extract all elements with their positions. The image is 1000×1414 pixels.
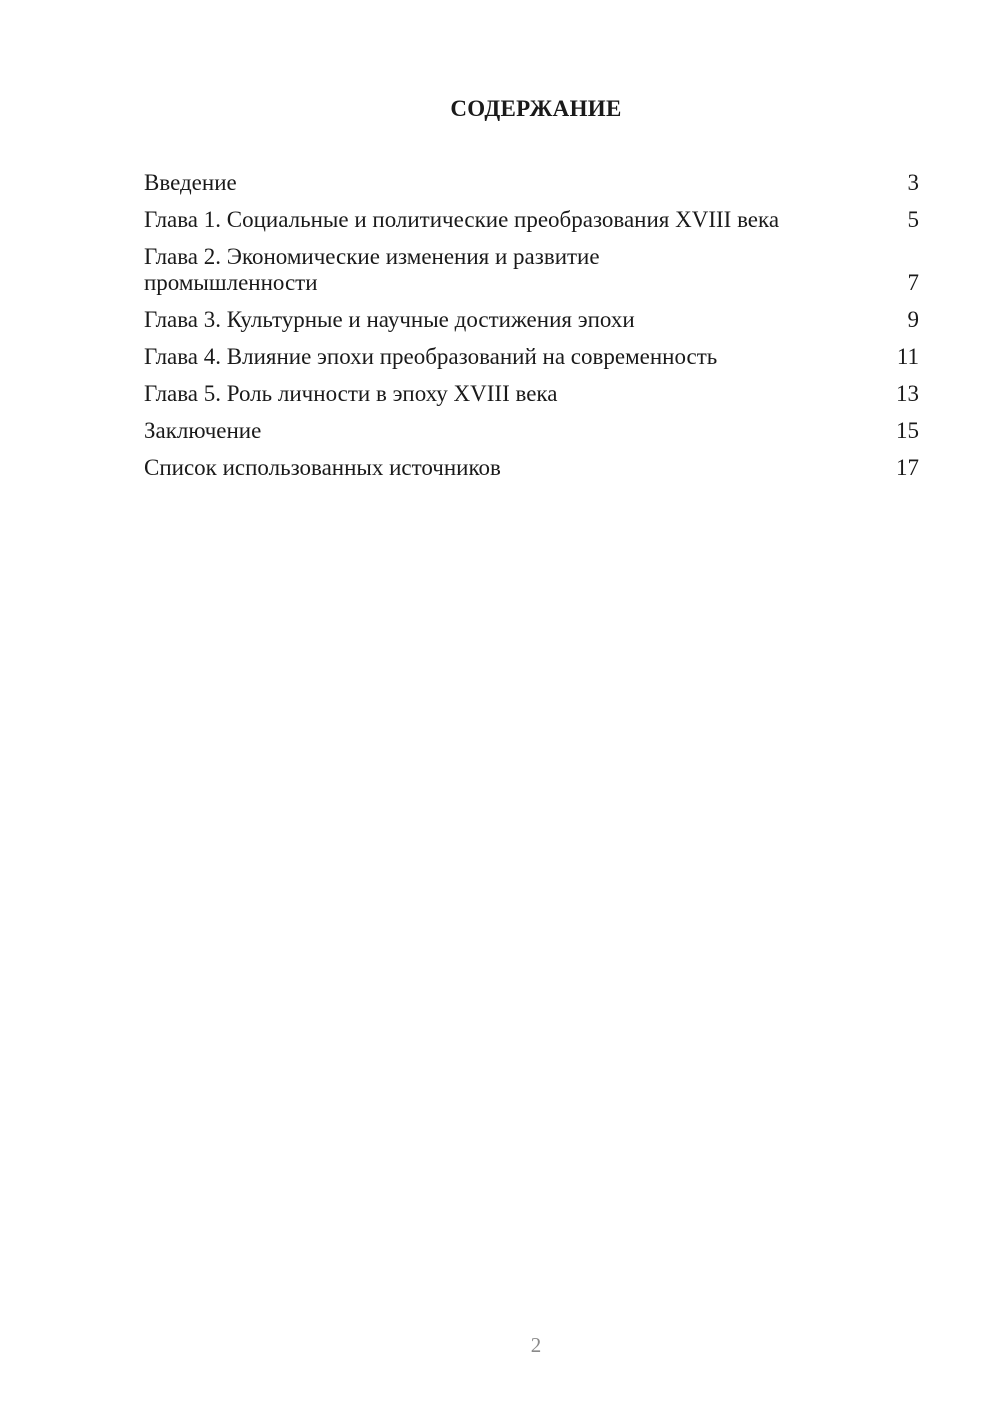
toc-entry-chapter-2 bbox=[144, 244, 919, 296]
toc-entry-label: Глава 3. Культурные и научные достижения эпохи bbox=[144, 307, 635, 332]
toc-entry-chapter-3 bbox=[144, 307, 919, 333]
toc-entry-page: 3 bbox=[907, 170, 919, 195]
toc-entry-page: 7 bbox=[907, 270, 919, 295]
toc-entry-label: Введение bbox=[144, 170, 237, 195]
toc-entry-label: Заключение bbox=[144, 418, 262, 443]
toc-entry-label: Глава 1. Социальные и политические преобразования XVIII века bbox=[144, 207, 780, 232]
toc-entry-page: 9 bbox=[907, 307, 919, 332]
toc-entry-page: 15 bbox=[896, 418, 919, 443]
page-title: СОДЕРЖАНИЕ bbox=[450, 96, 622, 121]
toc-entry-label: Список использованных источников bbox=[144, 455, 501, 480]
toc-entry-label: Глава 5. Роль личности в эпоху XVIII века bbox=[144, 381, 558, 406]
toc-entry-chapter-4 bbox=[144, 344, 919, 370]
toc-entry-label: Глава 4. Влияние эпохи преобразований на современность bbox=[144, 344, 718, 369]
toc-entry-page: 5 bbox=[907, 207, 919, 232]
toc-entry-page: 11 bbox=[896, 344, 919, 369]
toc-entry-chapter-1 bbox=[144, 207, 919, 233]
toc-entry-introduction bbox=[144, 170, 919, 196]
toc-entry-chapter-5 bbox=[144, 381, 919, 407]
table-of-contents bbox=[144, 170, 919, 492]
toc-entry-conclusion bbox=[144, 418, 919, 444]
toc-entry-references bbox=[144, 455, 919, 481]
toc-entry-page: 17 bbox=[896, 455, 919, 480]
page-number: 2 bbox=[530, 1333, 542, 1357]
toc-entry-page: 13 bbox=[896, 381, 919, 406]
toc-entry-label: Глава 2. Экономические изменения и развитие промышленности bbox=[144, 244, 600, 295]
